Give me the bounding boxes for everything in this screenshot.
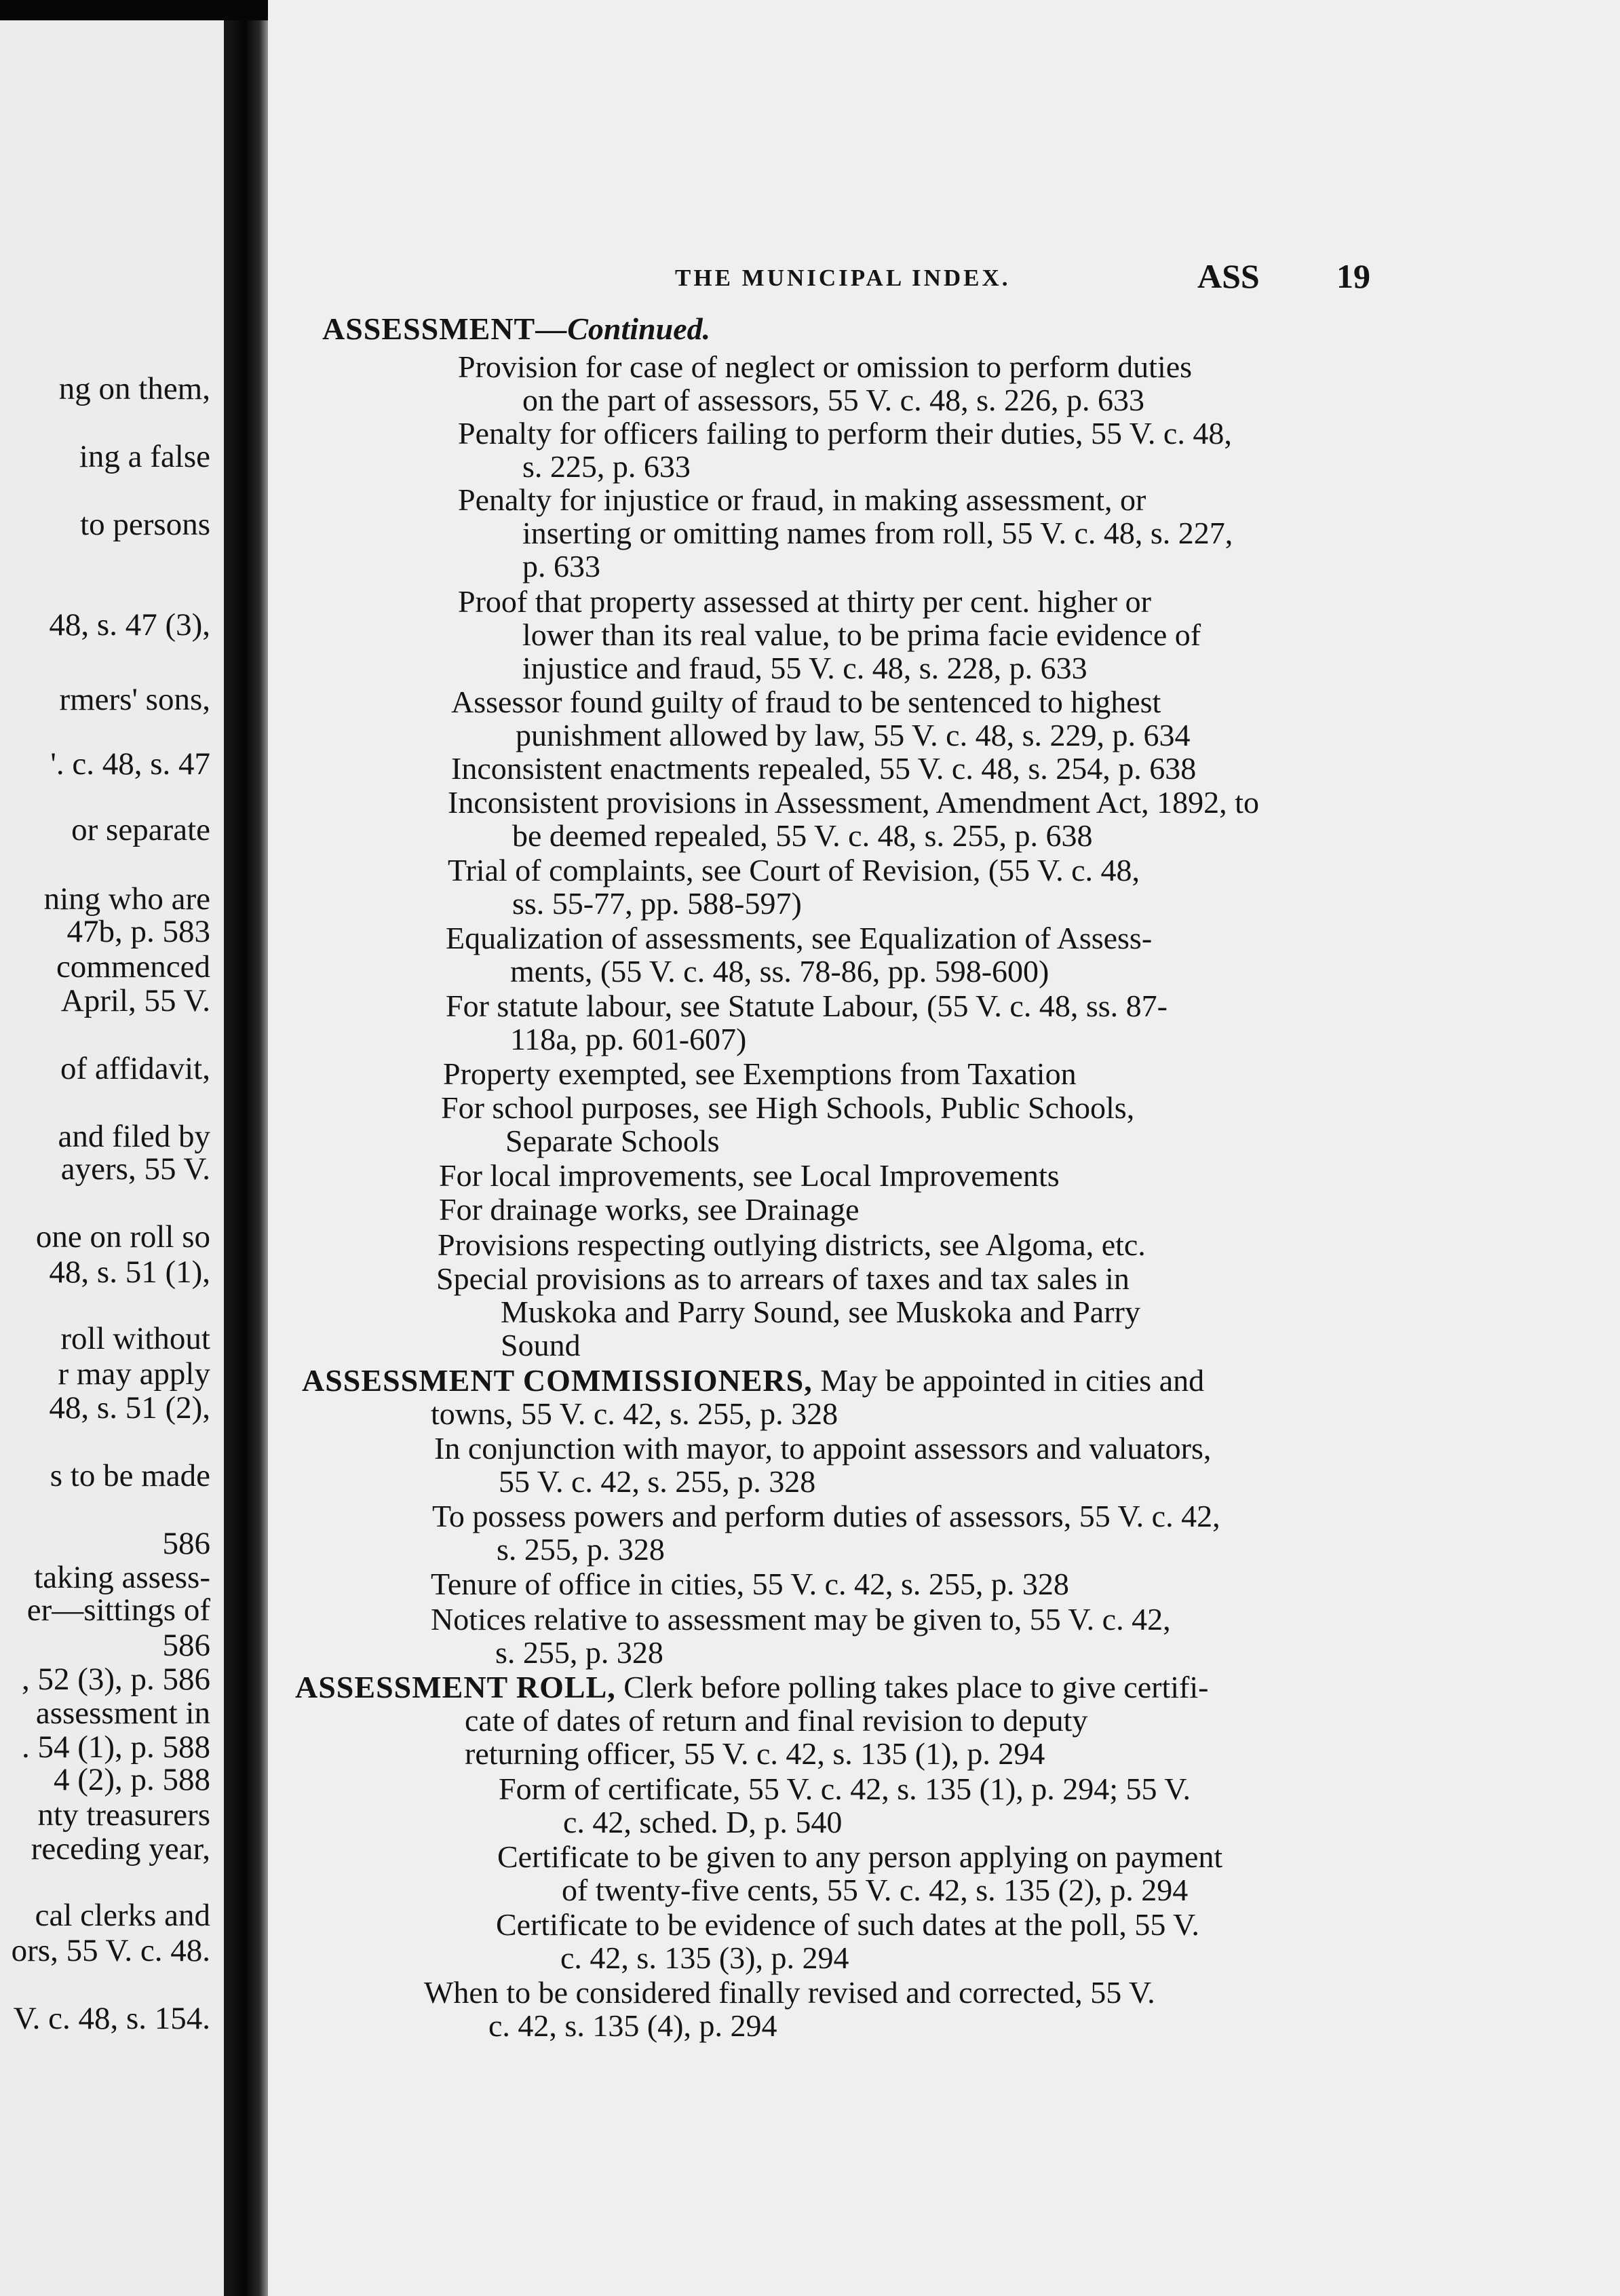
- index-entry: Certificate to be evidence of such dates at the poll, 55 V. c. 42, s. 135 (3), p. 294: [496, 1907, 1199, 1975]
- index-entry: Penalty for injustice or fraud, in making assessment, or inserting or omitting names from roll, 55 V. c. 48, s. 227, p. 633: [458, 482, 1233, 583]
- index-entry: Provisions respecting outlying districts, see Algoma, etc.: [438, 1227, 1146, 1262]
- index-entry: Tenure of office in cities, 55 V. c. 42, s. 255, p. 328: [431, 1567, 1069, 1601]
- facing-line: of affidavit,: [60, 1051, 210, 1086]
- index-entry: Inconsistent provisions in Assessment, Amendment Act, 1892, to be deemed repealed, 55 V. c. 48, s. 255, p. 638: [448, 785, 1259, 853]
- facing-line: rmers' sons,: [59, 682, 210, 717]
- facing-page-fragment: [0, 20, 224, 2296]
- index-entry: Assessor found guilty of fraud to be sentenced to highest punishment allowed by law, 55 V. c. 48, s. 229, p. 634: [451, 685, 1191, 752]
- index-heading: ASSESSMENT—Continued.: [322, 311, 711, 346]
- facing-line: s to be made: [50, 1458, 210, 1493]
- facing-line: one on roll so: [35, 1219, 210, 1255]
- book-gutter: [224, 20, 271, 2296]
- index-entry: For drainage works, see Drainage: [439, 1192, 860, 1227]
- index-entry: Form of certificate, 55 V. c. 42, s. 135 (1), p. 294; 55 V. c. 42, sched. D, p. 540: [499, 1772, 1191, 1839]
- facing-line: . 54 (1), p. 588: [21, 1729, 210, 1765]
- page-number: 19: [1336, 257, 1370, 295]
- index-entry: Certificate to be given to any person applying on payment of twenty-five cents, 55 V. c. 42, s. 135 (2), p. 294: [497, 1839, 1223, 1907]
- facing-line: 47b, p. 583: [66, 914, 210, 949]
- index-entry: Penalty for officers failing to perform their duties, 55 V. c. 48, s. 225, p. 633: [458, 416, 1232, 484]
- facing-line: 48, s. 47 (3),: [49, 607, 210, 643]
- facing-line: ors, 55 V. c. 48.: [11, 1933, 210, 1968]
- facing-line: roll without: [60, 1321, 210, 1356]
- index-entry: Property exempted, see Exemptions from Taxation: [443, 1056, 1077, 1091]
- index-entry: To possess powers and perform duties of assessors, 55 V. c. 42, s. 255, p. 328: [432, 1499, 1220, 1567]
- running-title: THE MUNICIPAL INDEX.: [675, 265, 1011, 291]
- facing-line: ng on them,: [58, 371, 210, 406]
- facing-line: to persons: [80, 507, 210, 542]
- index-entry: For local improvements, see Local Improvements: [439, 1158, 1060, 1193]
- facing-line: 4 (2), p. 588: [53, 1762, 210, 1797]
- facing-line: cal clerks and: [35, 1898, 210, 1933]
- index-entry: For school purposes, see High Schools, Public Schools, Separate Schools: [441, 1090, 1135, 1158]
- facing-line: receding year,: [31, 1831, 210, 1867]
- index-entry: Proof that property assessed at thirty per cent. higher or lower than its real value, to be prima facie evidence of injustice and fraud, 55 V. c. 48, s. 228, p. 633: [458, 584, 1201, 685]
- index-entry: Inconsistent enactments repealed, 55 V. c. 48, s. 254, p. 638: [451, 751, 1197, 786]
- facing-line: 48, s. 51 (1),: [49, 1255, 210, 1290]
- index-entry: Equalization of assessments, see Equalization of Assess- ments, (55 V. c. 48, ss. 78-86, pp. 598-600): [446, 921, 1153, 989]
- index-entry: Special provisions as to arrears of taxes and tax sales in Muskoka and Parry Sound, see Muskoka and Parry Sound: [436, 1261, 1140, 1362]
- facing-line: ayers, 55 V.: [60, 1151, 210, 1187]
- index-entry: Trial of complaints, see Court of Revision, (55 V. c. 48, ss. 55-77, pp. 588-597): [448, 853, 1140, 921]
- index-entry: When to be considered finally revised and corrected, 55 V. c. 42, s. 135 (4), p. 294: [424, 1975, 1155, 2043]
- index-entry: In conjunction with mayor, to appoint assessors and valuators, 55 V. c. 42, s. 255, p. 328: [434, 1431, 1212, 1499]
- index-heading-entry: ASSESSMENT ROLL, Clerk before polling takes place to give certifi- cate of dates of return and final revision to deputy returning officer, 55 V. c. 42, s. 135 (1), p. 294: [295, 1670, 1209, 1771]
- facing-line: assessment in: [35, 1696, 210, 1731]
- facing-line: V. c. 48, s. 154.: [13, 2001, 210, 2036]
- running-header: [268, 256, 1620, 297]
- guide-word: ASS: [1197, 257, 1260, 295]
- facing-line: , 52 (3), p. 586: [21, 1662, 210, 1697]
- facing-line: and filed by: [58, 1119, 210, 1154]
- facing-line: 586: [162, 1526, 210, 1561]
- index-entry: For statute labour, see Statute Labour, (55 V. c. 48, ss. 87- 118a, pp. 601-607): [446, 989, 1168, 1056]
- facing-line: 586: [162, 1628, 210, 1663]
- facing-line: 48, s. 51 (2),: [49, 1390, 210, 1426]
- facing-line: r may apply: [58, 1356, 210, 1392]
- facing-line: April, 55 V.: [60, 983, 210, 1018]
- index-heading-entry: ASSESSMENT COMMISSIONERS, May be appointed in cities and towns, 55 V. c. 42, s. 255, p. 328: [302, 1363, 1205, 1431]
- facing-line: er—sittings of: [26, 1592, 210, 1628]
- facing-line: '. c. 48, s. 47: [50, 746, 210, 782]
- facing-line: commenced: [56, 949, 210, 984]
- index-entry: Provision for case of neglect or omission to perform duties on the part of assessors, 55 V. c. 48, s. 226, p. 633: [458, 349, 1193, 417]
- facing-line: ing a false: [79, 439, 210, 474]
- facing-line: taking assess-: [34, 1560, 210, 1595]
- index-entry: Notices relative to assessment may be given to, 55 V. c. 42, s. 255, p. 328: [431, 1602, 1171, 1670]
- index-page: [268, 0, 1620, 2296]
- facing-line: nty treasurers: [37, 1797, 210, 1833]
- facing-line: ning who are: [43, 881, 210, 917]
- facing-line: or separate: [71, 812, 210, 847]
